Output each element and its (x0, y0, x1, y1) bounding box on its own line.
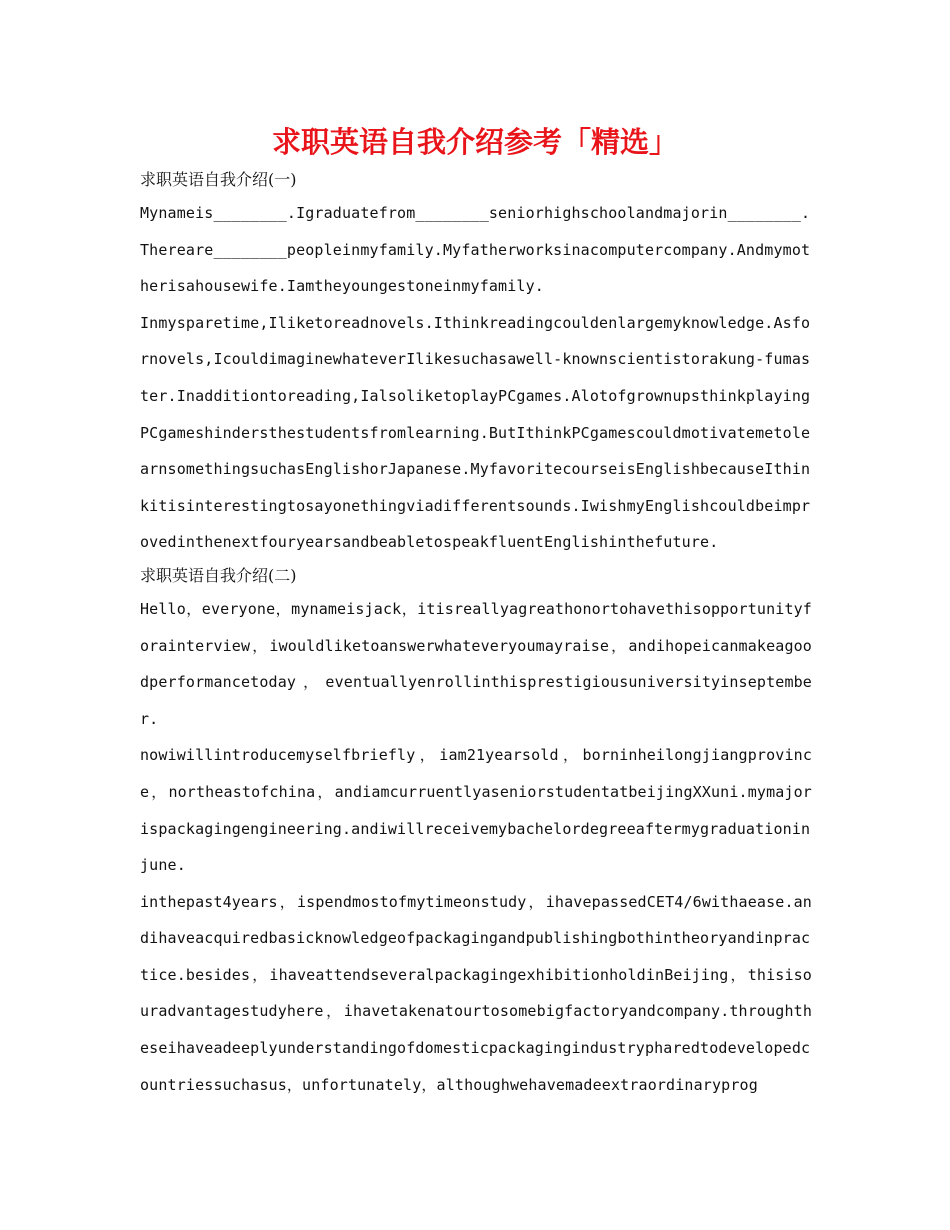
paragraph: Hello，everyone，mynameisjack，itisreallyagreathonortohavethisopportunityforainterview，iwouldliketoanswerwhateveryoumayraise，andihopeicanmakeagoodperformancetoday，eventuallyenrollinthisprestigiousuniversityinseptember. (140, 599, 812, 728)
paragraph: Mynameis________.Igraduatefrom________seniorhighschoolandmajorin________.Thereare________peopleinmyfamily.Myfatherworksinacomputercompany.Andmymotherisahousewife.Iamtheyoungestoneinmyfamily. (140, 204, 811, 296)
document-body (140, 165, 812, 1103)
section-heading: 求职英语自我介绍(二) (140, 565, 297, 585)
paragraph: inthepast4years，ispendmostofmytimeonstudy，ihavepassedCET4/6withaease.andihaveacquiredbasicknowledgeofpackagingandpublishingbothintheoryandinpractice.besides，ihaveattendseveralpackagingexhibitionholdinBeijing，thisisouradvantagestudyhere，ihavetakenatourtosomebigfactoryandcompany.throughtheseihaveadeeplyunderstandingofdomesticpackagingindustrypharedtodevelopedcountriessuchasus，unfortunately，althoughwehavemadeextraordinaryprog (140, 892, 812, 1094)
section-heading: 求职英语自我介绍(一) (140, 170, 297, 189)
document-title: 求职英语自我介绍参考「精选」 (271, 125, 678, 159)
paragraph: nowiwillintroducemyselfbriefly，iam21yearsold，borninheilongjiangprovince，northeastofchina，andiamcurruentlyaseniorstudentatbeijingXXuni.mymajorispackagingengineering.andiwillreceivemybachelordegreeaftermygraduationinjune. (140, 746, 812, 875)
paragraph: Inmysparetime,Iliketoreadnovels.Ithinkreadingcouldenlargemyknowledge.Asfornovels,IcouldimaginewhateverIlikesuchasawell-knownscientistorakung-fumaster.Inadditiontoreading,IalsoliketoplayPCgames.AlotofgrownupsthinkplayingPCgameshindersthestudentsfromlearning.ButIthinkPCgamescouldmotivatemetolearnsomethingsuchasEnglishorJapanese.MyfavoritecourseisEnglishbecauseIthinkitisinterestingtosayonethingviadifferentsounds.IwishmyEnglishcouldbeimprovedinthenextfouryearsandbeabletospeakfluentEnglishinthefuture. (140, 313, 811, 552)
